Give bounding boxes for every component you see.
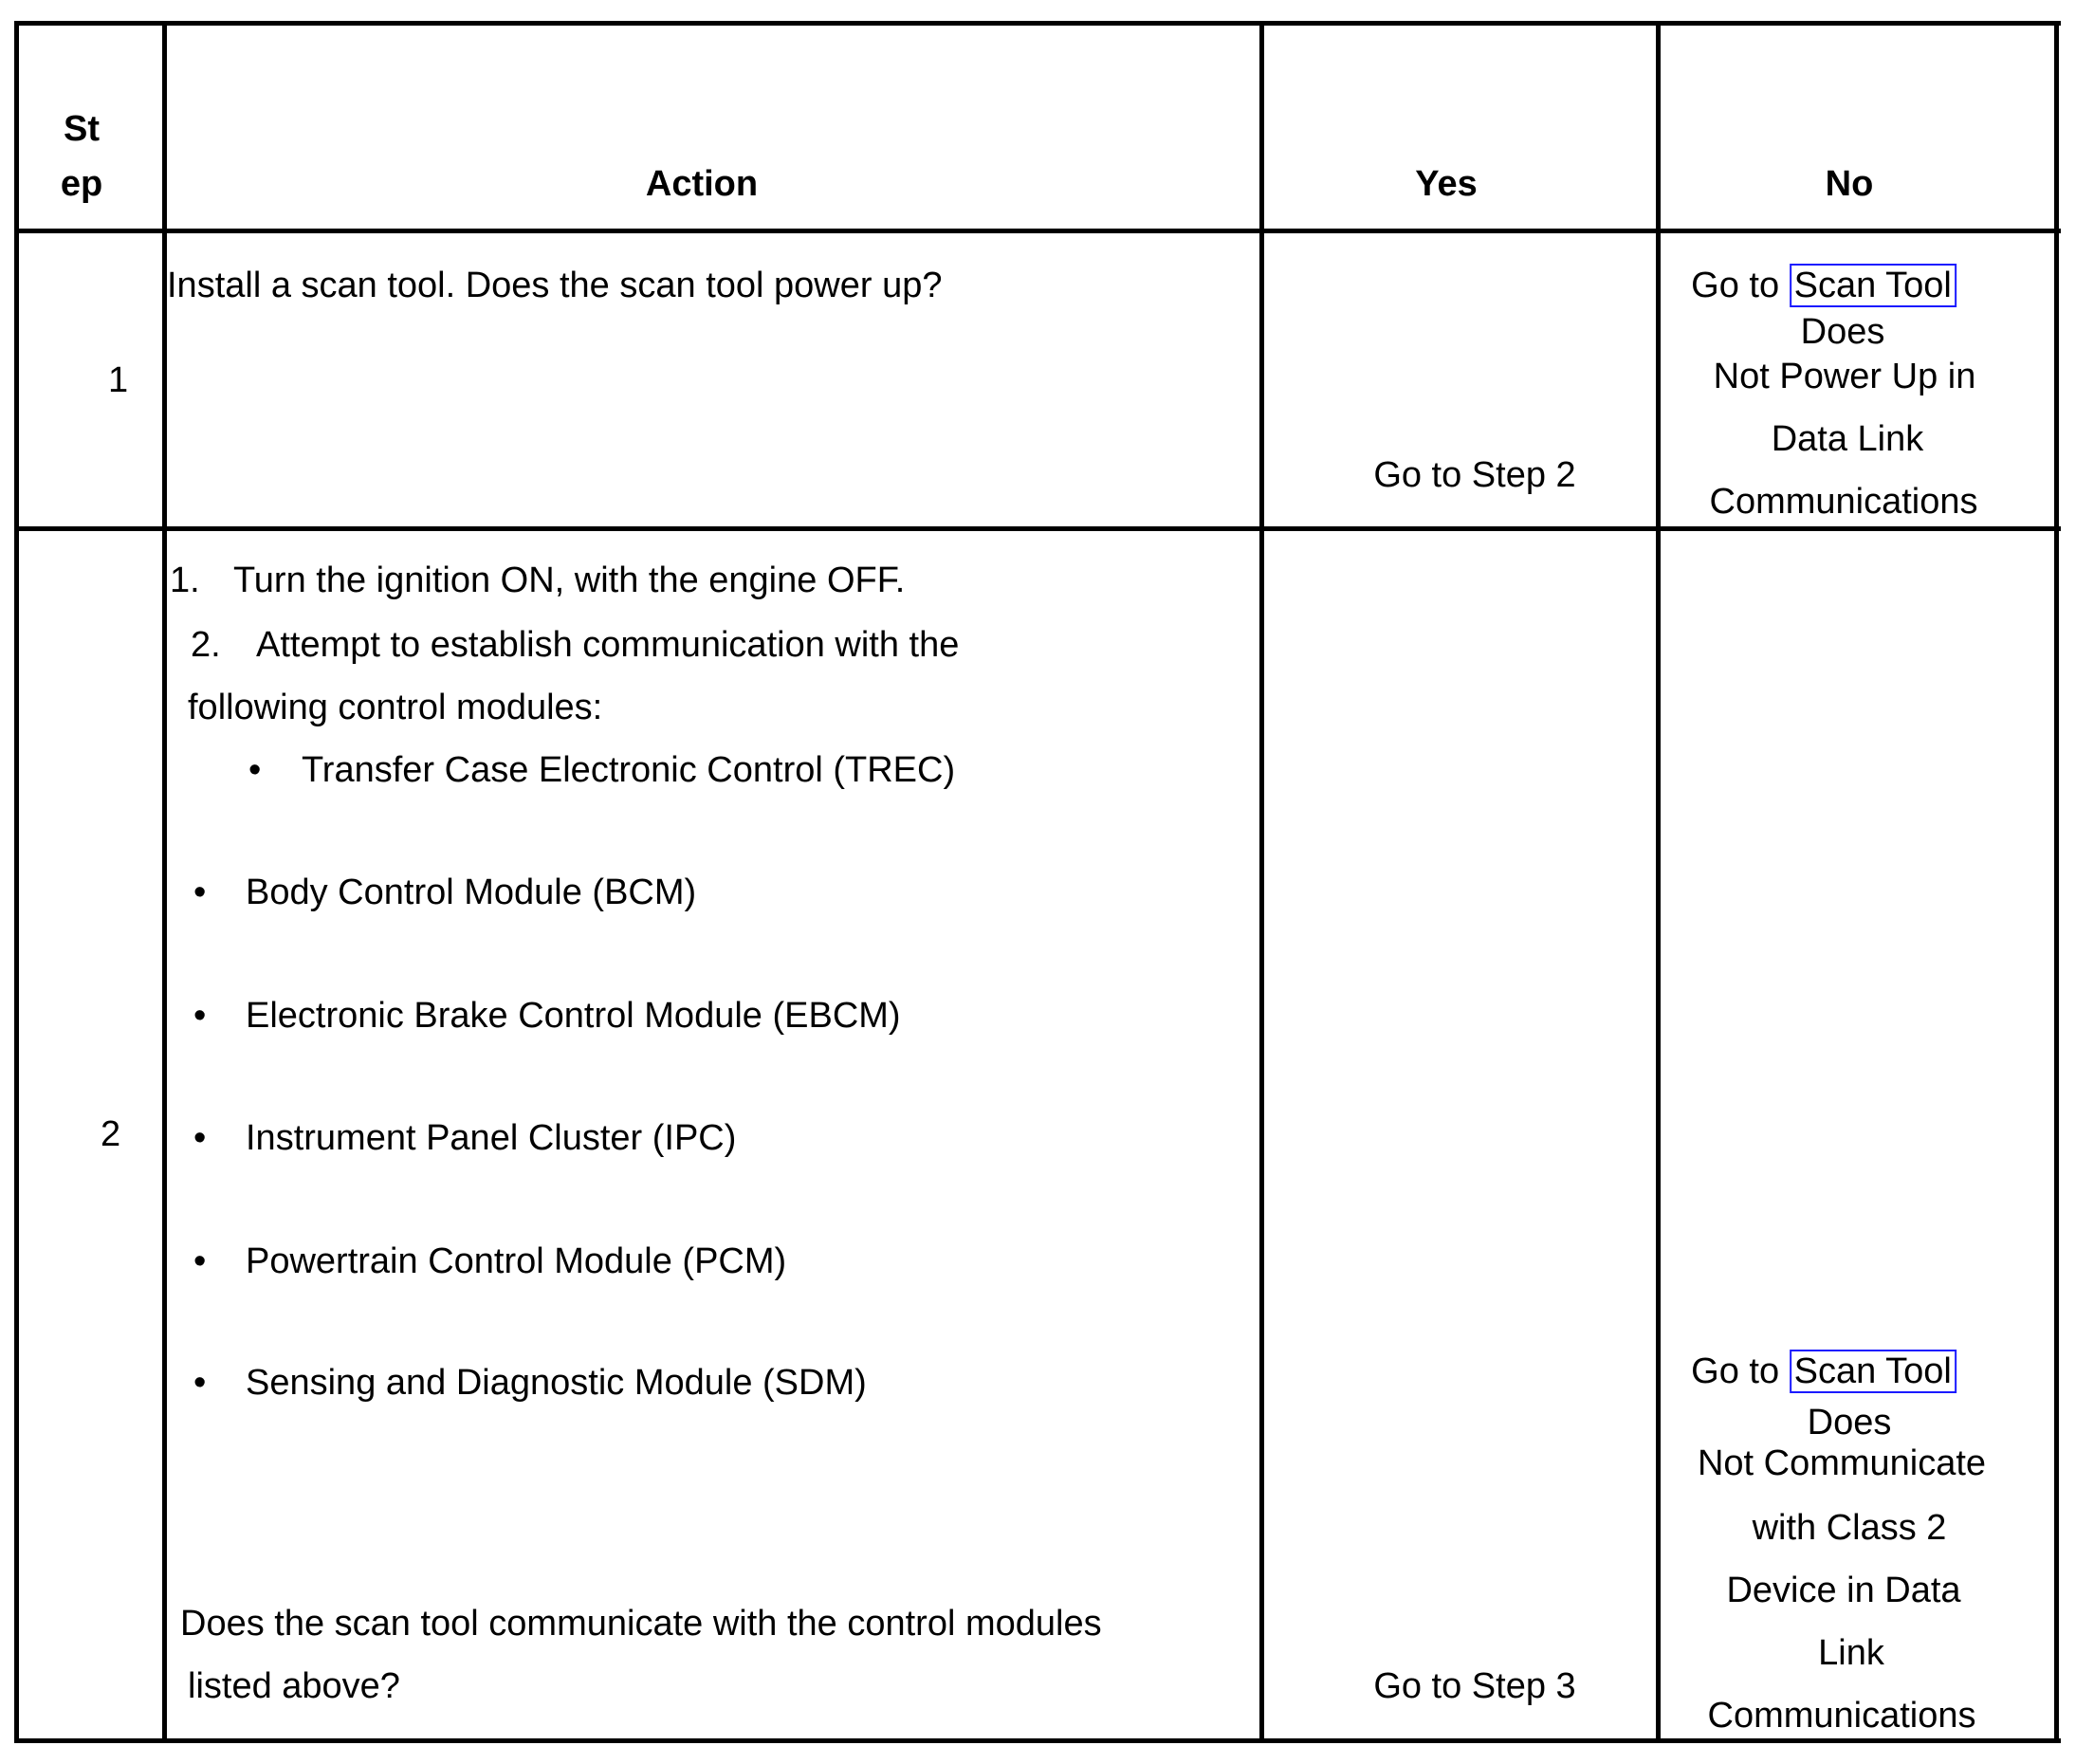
table-border-bottom [16, 1738, 2061, 1743]
header-step-line2: ep [60, 164, 103, 204]
no-text: Communications [1709, 482, 1978, 522]
bullet-icon: • [193, 996, 207, 1036]
no-text: Not Power Up in [1713, 357, 1976, 396]
no-go-to [1691, 1353, 1956, 1389]
bullet-icon: • [193, 1363, 207, 1403]
table-border-right [2054, 21, 2059, 1743]
no-text: with Class 2 [1752, 1508, 1947, 1548]
module-item: Powertrain Control Module (PCM) [246, 1241, 787, 1281]
header-no: No [1825, 164, 1874, 204]
header-divider [16, 229, 2061, 233]
step-num: 2. [191, 625, 221, 665]
no-text: Does [1800, 312, 1885, 352]
header-step-line1: St [64, 109, 100, 149]
bullet-icon: • [193, 1118, 207, 1158]
header-yes: Yes [1415, 164, 1478, 204]
step-number: 2 [101, 1114, 121, 1154]
yes-link[interactable]: Go to Step 3 [1373, 1666, 1576, 1706]
column-divider-yes [1656, 21, 1661, 1743]
question-text: listed above? [188, 1666, 400, 1706]
no-text: Does [1807, 1403, 1892, 1442]
no-text: Communications [1707, 1696, 1976, 1736]
no-text: Device in Data [1726, 1571, 1961, 1610]
table-border-left [14, 21, 19, 1743]
step-text: Turn the ignition ON, with the engine OFF. [233, 560, 906, 600]
no-text: Not Communicate [1697, 1443, 1987, 1483]
module-item: Sensing and Diagnostic Module (SDM) [246, 1363, 867, 1403]
action-text: Install a scan tool. Does the scan tool power up? [167, 266, 943, 305]
table-border-top [16, 21, 2061, 26]
bullet-icon: • [248, 750, 262, 790]
no-text: Data Link [1771, 419, 1924, 459]
bullet-icon: • [193, 873, 207, 912]
module-item: Electronic Brake Control Module (EBCM) [246, 996, 901, 1036]
column-divider-action [1259, 21, 1264, 1743]
scan-tool-link[interactable]: Scan Tool [1790, 1350, 1956, 1393]
yes-link[interactable]: Go to Step 2 [1373, 455, 1576, 495]
no-text: Link [1818, 1633, 1884, 1673]
module-item: Instrument Panel Cluster (IPC) [246, 1118, 737, 1158]
header-action: Action [645, 164, 759, 204]
module-item: Body Control Module (BCM) [246, 873, 697, 912]
go-to-label: Go to [1691, 1351, 1780, 1391]
question-text: Does the scan tool communicate with the control modules [180, 1604, 1102, 1644]
step-number: 1 [108, 360, 129, 400]
scan-tool-link[interactable]: Scan Tool [1790, 264, 1956, 307]
bullet-icon: • [193, 1241, 207, 1281]
step-continuation: following control modules: [188, 688, 603, 727]
go-to-label: Go to [1691, 266, 1780, 305]
row-divider [16, 526, 2061, 531]
no-go-to [1691, 267, 1956, 303]
step-text: Attempt to establish communication with the [256, 625, 960, 665]
step-num: 1. [170, 560, 200, 600]
module-item: Transfer Case Electronic Control (TREC) [302, 750, 956, 790]
